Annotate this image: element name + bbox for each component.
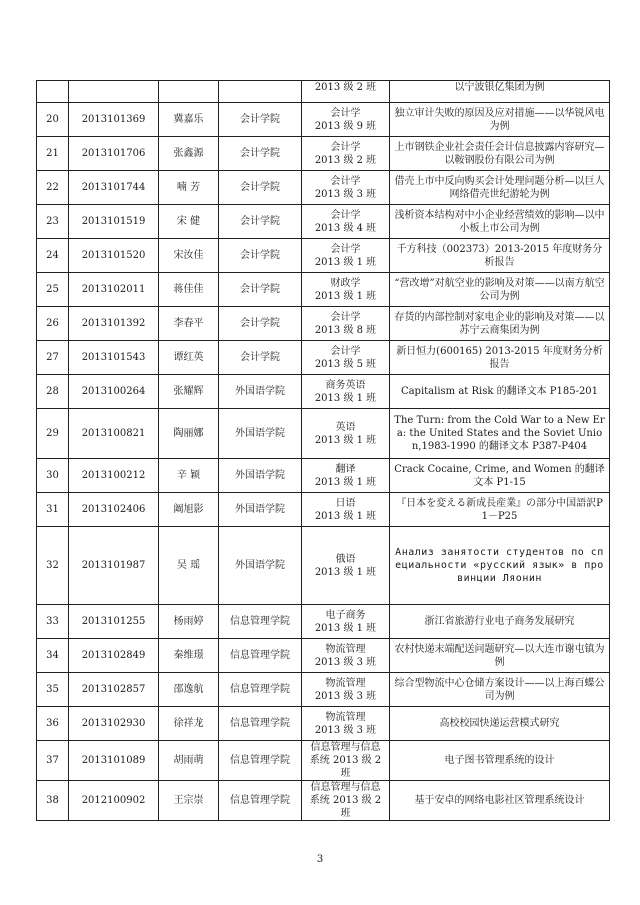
class-label: 系统 2013 级 2 班	[309, 755, 382, 779]
table-row	[37, 375, 610, 409]
cell-id: 2013101369	[69, 103, 159, 137]
cell-id: 2013102849	[69, 639, 159, 673]
table-row	[37, 741, 610, 781]
cell-title: 借壳上市中反向购买会计处理问题分析—以巨人网络借壳世纪游轮为例	[390, 171, 610, 205]
major-label: 会计学	[330, 243, 361, 255]
cell-college: 外国语学院	[219, 375, 302, 409]
cell-no	[37, 81, 69, 103]
table-row	[37, 639, 610, 673]
cell-id: 2012100902	[69, 781, 159, 821]
cell-major-class	[302, 673, 390, 707]
table-row	[37, 341, 610, 375]
cell-title: 综合型物流中心仓储方案设计——以上海百蝶公司为例	[390, 673, 610, 707]
major-label: 电子商务	[325, 609, 366, 621]
class-label: 2013 级 4 班	[314, 222, 377, 234]
cell-title: Capitalism at Risk 的翻译文本 P185-201	[390, 375, 610, 409]
cell-no: 35	[37, 673, 69, 707]
cell-college: 信息管理学院	[219, 741, 302, 781]
thesis-table	[36, 80, 610, 821]
cell-major-class	[302, 409, 390, 459]
class-label: 2013 级 3 班	[314, 690, 377, 702]
cell-id: 2013100212	[69, 459, 159, 493]
cell-major-class	[302, 341, 390, 375]
cell-no: 21	[37, 137, 69, 171]
cell-major-class	[302, 171, 390, 205]
cell-college: 外国语学院	[219, 459, 302, 493]
cell-name: 阚旭影	[159, 493, 219, 527]
cell-name: 宋汝佳	[159, 239, 219, 273]
cell-name: 吴 瑶	[159, 527, 219, 605]
cell-id: 2013101706	[69, 137, 159, 171]
cell-id: 2013101392	[69, 307, 159, 341]
major-label: 俄语	[335, 553, 356, 565]
cell-major-class	[302, 205, 390, 239]
class-label: 2013 级 3 班	[314, 188, 377, 200]
cell-no: 36	[37, 707, 69, 741]
cell-no: 20	[37, 103, 69, 137]
cell-name: 宋 健	[159, 205, 219, 239]
cell-no: 26	[37, 307, 69, 341]
table-row	[37, 307, 610, 341]
cell-college: 会计学院	[219, 273, 302, 307]
cell-title: “营改增”对航空业的影响及对策——以南方航空公司为例	[390, 273, 610, 307]
cell-college: 信息管理学院	[219, 605, 302, 639]
cell-major-class	[302, 137, 390, 171]
cell-name: 邵逸航	[159, 673, 219, 707]
class-label: 2013 级 1 班	[314, 256, 377, 268]
table-row	[37, 781, 610, 821]
cell-title: 浙江省旅游行业电子商务发展研究	[390, 605, 610, 639]
cell-college: 外国语学院	[219, 527, 302, 605]
table-row	[37, 493, 610, 527]
major-label: 物流管理	[325, 677, 366, 689]
class-label: 2013 级 1 班	[314, 622, 377, 634]
cell-name: 张耀辉	[159, 375, 219, 409]
cell-name: 徐祥龙	[159, 707, 219, 741]
class-label: 2013 级 5 班	[314, 358, 377, 370]
major-label: 财政学	[330, 277, 361, 289]
cell-name: 杨雨婷	[159, 605, 219, 639]
cell-name: 王宗崇	[159, 781, 219, 821]
cell-id: 2013100264	[69, 375, 159, 409]
cell-id: 2013101255	[69, 605, 159, 639]
major-label: 物流管理	[325, 711, 366, 723]
cell-id: 2013102857	[69, 673, 159, 707]
cell-id: 2013101987	[69, 527, 159, 605]
cell-no: 24	[37, 239, 69, 273]
cell-major-class	[302, 639, 390, 673]
table-row	[37, 605, 610, 639]
cell-name: 李春平	[159, 307, 219, 341]
cell-no: 34	[37, 639, 69, 673]
cell-id: 2013101744	[69, 171, 159, 205]
cell-no: 25	[37, 273, 69, 307]
cell-name: 蒋佳佳	[159, 273, 219, 307]
major-label: 翻译	[335, 463, 356, 475]
major-label: 信息管理与信息	[310, 782, 381, 793]
cell-major-class	[302, 307, 390, 341]
table-row	[37, 527, 610, 605]
cell-college: 会计学院	[219, 341, 302, 375]
major-label: 商务英语	[325, 379, 366, 391]
cell-college: 会计学院	[219, 307, 302, 341]
major-label: 英语	[335, 421, 356, 433]
cell-id: 2013101543	[69, 341, 159, 375]
cell-title: 千方科技（002373）2013-2015 年度财务分析报告	[390, 239, 610, 273]
cell-title: The Turn: from the Cold War to a New Era: the United States and the Soviet Union,1983-1990 的翻译文本 P387-P404	[390, 409, 610, 459]
cell-title: Анализ занятости студентов по специальности «русский язык» в провинции Ляонин	[390, 527, 610, 605]
cell-no: 23	[37, 205, 69, 239]
table-row	[37, 273, 610, 307]
major-label: 信息管理与信息	[310, 742, 381, 753]
cell-major-class	[302, 781, 390, 821]
cell-title: Crack Cocaine, Crime, and Women 的翻译文本 P1-15	[390, 459, 610, 493]
cell-no: 31	[37, 493, 69, 527]
cell-title: 电子图书管理系统的设计	[390, 741, 610, 781]
cell-id: 2013101089	[69, 741, 159, 781]
cell-title: 浅析资本结构对中小企业经营绩效的影响—以中小板上市公司为例	[390, 205, 610, 239]
table-row	[37, 205, 610, 239]
cell-name: 谭红英	[159, 341, 219, 375]
cell-id: 2013100821	[69, 409, 159, 459]
cell-title: 存货的内部控制对家电企业的影响及对策——以苏宁云商集团为例	[390, 307, 610, 341]
major-label: 日语	[335, 497, 356, 509]
cell-title: 高校校园快递运营模式研究	[390, 707, 610, 741]
major-label: 会计学	[330, 107, 361, 119]
cell-title: 以宁波银亿集团为例	[390, 81, 610, 103]
cell-college: 信息管理学院	[219, 673, 302, 707]
cell-college: 信息管理学院	[219, 707, 302, 741]
class-label: 2013 级 1 班	[314, 434, 377, 446]
major-label: 会计学	[330, 209, 361, 221]
major-label: 会计学	[330, 311, 361, 323]
cell-major-class	[302, 741, 390, 781]
cell-title: 上市钢铁企业社会责任会计信息披露内容研究—以鞍钢股份有限公司为例	[390, 137, 610, 171]
cell-major-class	[302, 375, 390, 409]
cell-id: 2013101520	[69, 239, 159, 273]
cell-college: 会计学院	[219, 103, 302, 137]
cell-title: 『日本を変える新成長産業』の部分中国語訳P1－P25	[390, 493, 610, 527]
cell-major-class	[302, 459, 390, 493]
cell-title: 农村快递末端配送问题研究—以大连市谢屯镇为例	[390, 639, 610, 673]
cell-major-class	[302, 605, 390, 639]
major-label: 物流管理	[325, 643, 366, 655]
cell-college: 会计学院	[219, 171, 302, 205]
cell-name: 辛 颖	[159, 459, 219, 493]
table-row	[37, 81, 610, 103]
cell-title: 新日恒力(600165) 2013-2015 年度财务分析报告	[390, 341, 610, 375]
cell-name: 冀嘉乐	[159, 103, 219, 137]
cell-id: 2013101519	[69, 205, 159, 239]
cell-major-class	[302, 239, 390, 273]
major-label: 会计学	[330, 141, 361, 153]
table-row	[37, 409, 610, 459]
cell-no: 27	[37, 341, 69, 375]
cell-title: 独立审计失败的原因及应对措施——以华锐风电为例	[390, 103, 610, 137]
cell-major-class	[302, 527, 390, 605]
cell-name: 胡雨萌	[159, 741, 219, 781]
major-label: 会计学	[330, 175, 361, 187]
class-label: 2013 级 1 班	[314, 510, 377, 522]
class-label: 2013 级 9 班	[314, 120, 377, 132]
cell-college: 会计学院	[219, 239, 302, 273]
cell-id	[69, 81, 159, 103]
cell-no: 32	[37, 527, 69, 605]
cell-id: 2013102011	[69, 273, 159, 307]
class-label: 2013 级 2 班	[314, 154, 377, 166]
major-label: 会计学	[330, 345, 361, 357]
cell-id: 2013102930	[69, 707, 159, 741]
cell-no: 22	[37, 171, 69, 205]
cell-college: 会计学院	[219, 205, 302, 239]
class-label: 2013 级 1 班	[314, 392, 377, 404]
cell-name	[159, 81, 219, 103]
class-label: 2013 级 3 班	[314, 724, 377, 736]
cell-title: 基于安卓的网络电影社区管理系统设计	[390, 781, 610, 821]
class-label: 2013 级 1 班	[314, 566, 377, 578]
cell-no: 28	[37, 375, 69, 409]
cell-major-class	[302, 103, 390, 137]
cell-college: 信息管理学院	[219, 781, 302, 821]
cell-college	[219, 81, 302, 103]
table-row	[37, 103, 610, 137]
table-row	[37, 239, 610, 273]
cell-no: 38	[37, 781, 69, 821]
cell-no: 30	[37, 459, 69, 493]
cell-college: 外国语学院	[219, 409, 302, 459]
class-label: 2013 级 1 班	[314, 290, 377, 302]
cell-id: 2013102406	[69, 493, 159, 527]
page-number: 3	[316, 854, 324, 865]
table-row	[37, 673, 610, 707]
cell-college: 外国语学院	[219, 493, 302, 527]
cell-no: 29	[37, 409, 69, 459]
cell-college: 信息管理学院	[219, 639, 302, 673]
cell-major-class	[302, 707, 390, 741]
table-row	[37, 137, 610, 171]
table-row	[37, 707, 610, 741]
cell-name: 喃 芳	[159, 171, 219, 205]
cell-major-class	[302, 493, 390, 527]
cell-class: 2013 级 2 班	[302, 81, 390, 103]
class-label: 2013 级 1 班	[314, 476, 377, 488]
class-label: 2013 级 8 班	[314, 324, 377, 336]
class-label: 系统 2013 级 2 班	[309, 795, 382, 819]
table-row	[37, 171, 610, 205]
table-row	[37, 459, 610, 493]
cell-no: 33	[37, 605, 69, 639]
cell-name: 秦维璟	[159, 639, 219, 673]
cell-name: 陶丽娜	[159, 409, 219, 459]
cell-college: 会计学院	[219, 137, 302, 171]
cell-no: 37	[37, 741, 69, 781]
class-label: 2013 级 3 班	[314, 656, 377, 668]
cell-major-class	[302, 273, 390, 307]
cell-name: 张鑫源	[159, 137, 219, 171]
